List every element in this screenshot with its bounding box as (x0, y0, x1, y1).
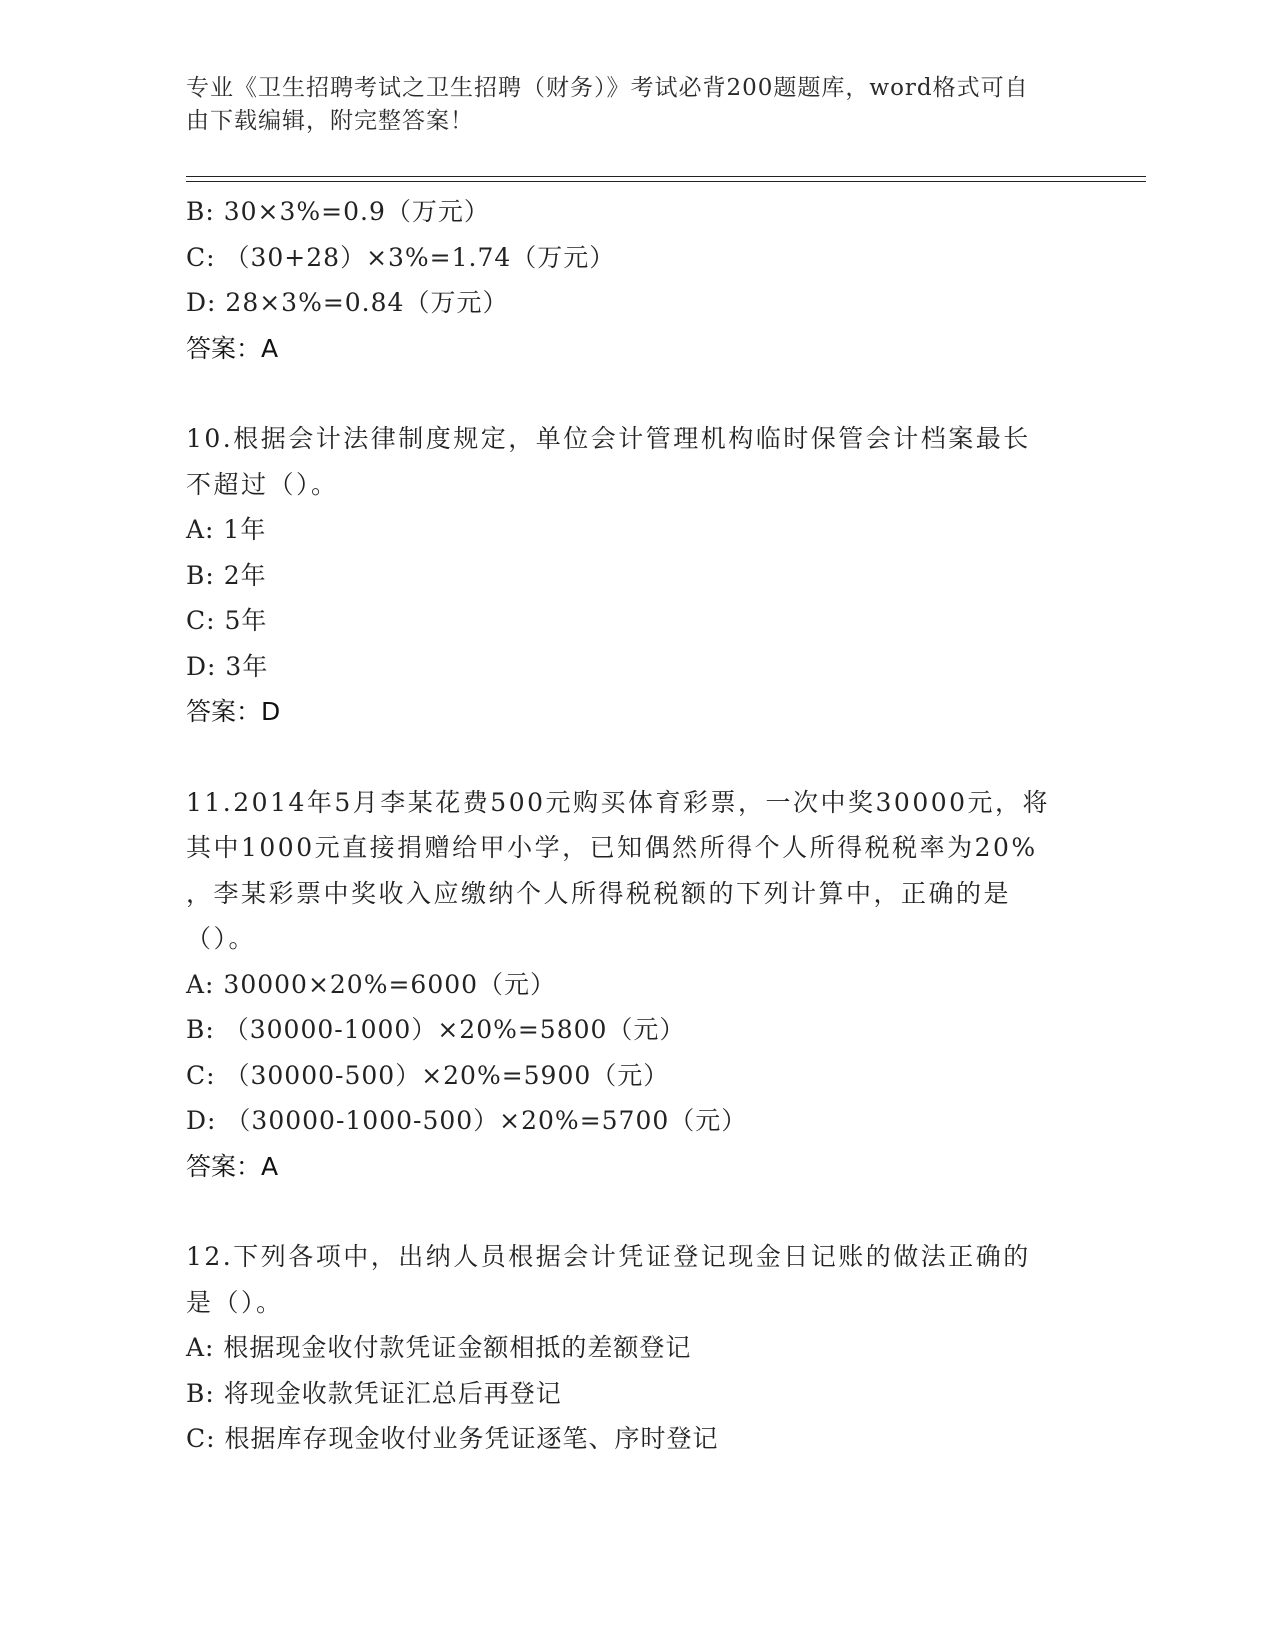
option-d: D: 28×3%=0.84（万元） (186, 288, 509, 317)
option-d: D: （30000-1000-500）×20%=5700（元） (186, 1106, 748, 1135)
question-stem-line: 是（）。 (186, 1287, 284, 1317)
header-rule-top (186, 176, 1146, 177)
option-d: D: 3年 (186, 651, 269, 681)
question-stem-line: 不超过（）。 (186, 469, 339, 499)
question-stem (186, 780, 1066, 962)
option-c: C: 根据库存现金收付业务凭证逐笔、序时登记 (186, 1424, 719, 1453)
header-rule-bottom (186, 181, 1146, 182)
question-stem-line: 10.根据会计法律制度规定，单位会计管理机构临时保管会计档案最长 (186, 424, 1031, 453)
spacer (186, 371, 1086, 416)
option-a: A: 1年 (186, 515, 267, 544)
question-stem (186, 416, 1066, 507)
question-stem-line: 其中1000元直接捐赠给甲小学，已知偶然所得个人所得税税率为20% (186, 833, 1038, 862)
question-block-10 (186, 416, 1086, 735)
option-a: A: 30000×20%=6000（元） (186, 969, 557, 999)
question-stem (186, 1234, 1066, 1325)
spacer (186, 1189, 1086, 1234)
option-b: B: （30000-1000）×20%=5800（元） (186, 1015, 686, 1044)
option-b: B: 将现金收款凭证汇总后再登记 (186, 1378, 562, 1408)
page-header (186, 72, 1066, 138)
option-c: C: （30000-500）×20%=5900（元） (186, 1060, 670, 1090)
question-block-11 (186, 780, 1086, 1190)
document-body (186, 189, 1086, 1462)
question-stem-line: 12.下列各项中，出纳人员根据会计凭证登记现金日记账的做法正确的 (186, 1242, 1031, 1271)
answer-line: 答案：A (186, 333, 279, 363)
option-b: B: 30×3%=0.9（万元） (186, 197, 490, 226)
question-stem-line: 11.2014年5月李某花费500元购买体育彩票，一次中奖30000元，将 (186, 787, 1051, 817)
question-block-12 (186, 1234, 1086, 1462)
option-c: C: （30+28）×3%=1.74（万元） (186, 242, 616, 272)
answer-line: 答案：A (186, 1151, 279, 1181)
question-stem-line: ，李某彩票中奖收入应缴纳个人所得税税额的下列计算中，正确的是 (186, 878, 1012, 908)
option-c: C: 5年 (186, 606, 268, 635)
prev-question-block (186, 189, 1086, 371)
header-line-1: 专业《卫生招聘考试之卫生招聘（财务）》考试必背200题题库，word格式可自 (186, 75, 1029, 101)
option-a: A: 根据现金收付款凭证金额相抵的差额登记 (186, 1333, 692, 1362)
answer-line: 答案：D (186, 697, 281, 726)
option-b: B: 2年 (186, 560, 267, 590)
question-stem-line: （）。 (186, 924, 257, 953)
spacer (186, 735, 1086, 780)
header-line-2: 由下载编辑，附完整答案！ (186, 108, 474, 134)
